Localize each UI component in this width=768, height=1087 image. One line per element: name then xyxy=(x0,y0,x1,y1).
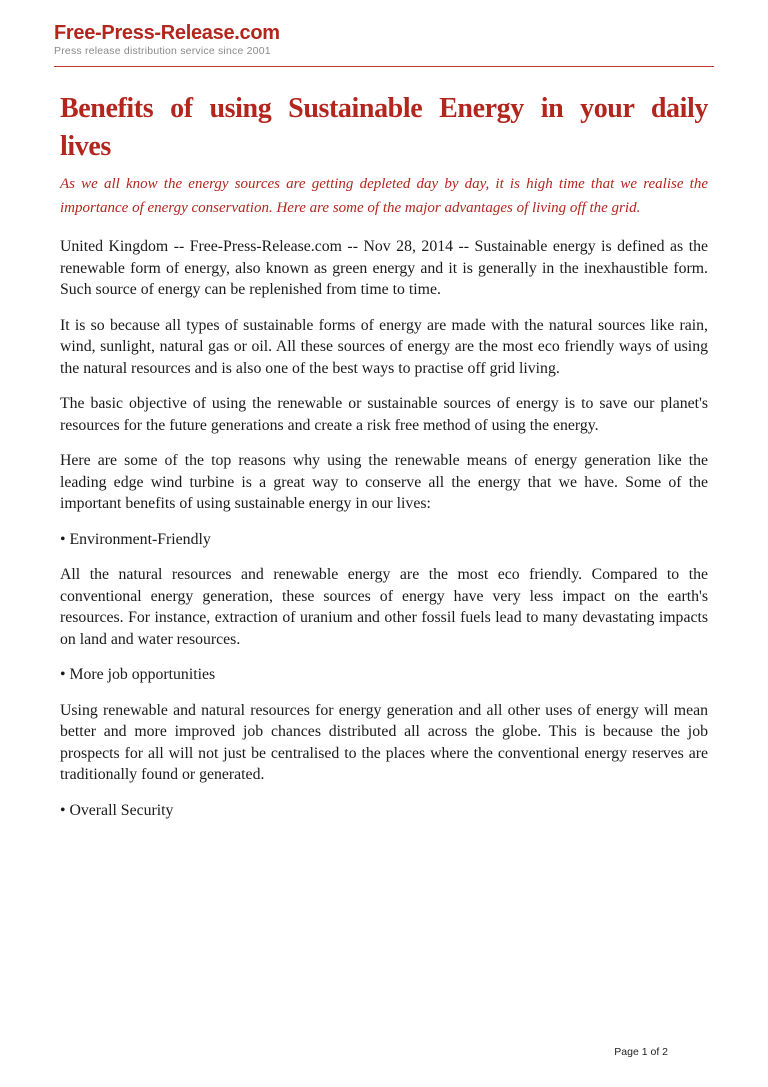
paragraph-natural-sources: It is so because all types of sustainable forms of energy are made with the natural sources like rain, wind, sunlight, natural gas or oil. All these sources of energy are the most eco friendly ways of using the natural resources and is also one of the best ways to practise off grid living. xyxy=(60,316,708,377)
site-tagline: Press release distribution service since 2001 xyxy=(54,45,271,57)
article-body xyxy=(60,90,708,821)
site-logo[interactable]: Free-Press-Release.com xyxy=(54,22,280,44)
paragraph-eco-friendly: All the natural resources and renewable energy are the most eco friendly. Compared to the conventional energy generation, these sources of energy have very less impact on the earth's resources. For instance, extraction of uranium and other fossil fuels lead to many devastating impacts on land and water resources. xyxy=(60,566,708,648)
site-header xyxy=(54,22,714,58)
header-divider xyxy=(54,66,714,67)
article-summary: As we all know the energy sources are getting depleted day by day, it is high time that we realise the importance of energy conservation. Here are some of the major advantages of living off the grid. xyxy=(60,176,708,216)
paragraph-objective: The basic objective of using the renewable or sustainable sources of energy is to save our planet's resources for the future generations and create a risk free method of using the energy. xyxy=(60,395,708,434)
article-title: Benefits of using Sustainable Energy in your daily lives xyxy=(60,93,708,162)
bullet-job-opportunities: • More job opportunities xyxy=(60,666,216,683)
paragraph-intro: United Kingdom -- Free-Press-Release.com -- Nov 28, 2014 -- Sustainable energy is defined as the renewable form of energy, also known as green energy and it is generally in the inexhaustible form. Such source of energy can be replenished from time to time. xyxy=(60,238,708,298)
paragraph-jobs: Using renewable and natural resources for energy generation and all other uses of energy will mean better and more improved job chances distributed all across the globe. This is because the job prospects for all will not just be centralised to the places where the conventional energy reserves are traditionally found or generated. xyxy=(60,701,708,783)
paragraph-top-reasons: Here are some of the top reasons why using the renewable means of energy generation like the leading edge wind turbine is a great way to conserve all the energy that we have. Some of the important benefits of using sustainable energy in our lives: xyxy=(60,452,708,512)
page-number: Page 1 of 2 xyxy=(614,1046,668,1058)
bullet-overall-security: • Overall Security xyxy=(60,801,174,819)
bullet-environment-friendly: • Environment-Friendly xyxy=(60,530,211,548)
